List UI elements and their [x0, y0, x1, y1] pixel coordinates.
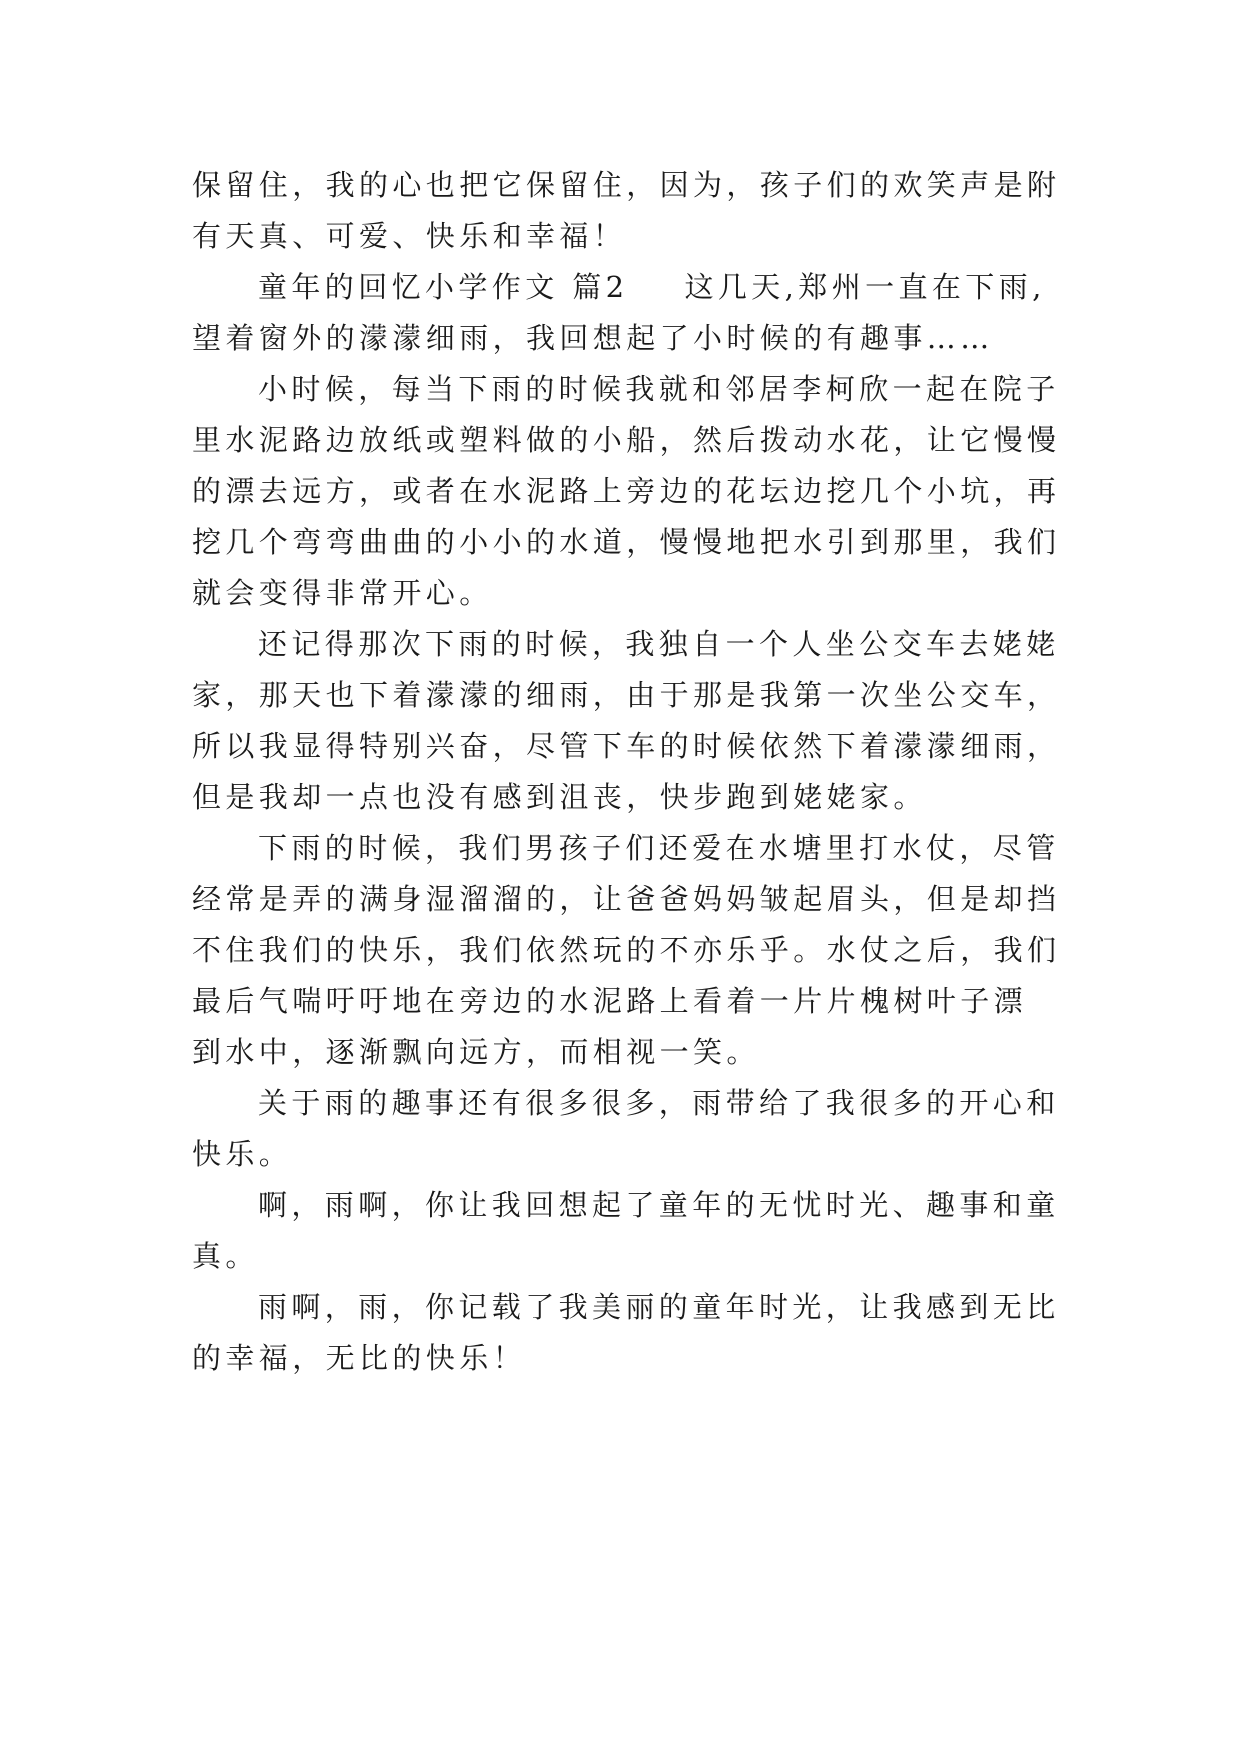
- text-line: 经常是弄的满身湿溜溜的，让爸爸妈妈皱起眉头，但是却挡: [192, 882, 1061, 916]
- paragraph-start-line: 雨啊，雨，你记载了我美丽的童年时光，让我感到无比: [258, 1290, 1060, 1324]
- text-line: 不住我们的快乐，我们依然玩的不亦乐乎。水仗之后，我们: [192, 933, 1061, 967]
- text-line: 望着窗外的濛濛细雨，我回想起了小时候的有趣事……: [192, 321, 994, 355]
- text-line: 里水泥路边放纸或塑料做的小船，然后拨动水花，让它慢慢: [192, 423, 1061, 457]
- text-line: 真。: [192, 1239, 259, 1273]
- text-line: 就会变得非常开心。: [192, 576, 493, 610]
- paragraph-start-line: 还记得那次下雨的时候，我独自一个人坐公交车去姥姥: [258, 627, 1060, 661]
- document-body: [192, 160, 1061, 1384]
- text-line: 到水中，逐渐飘向远方，而相视一笑。: [192, 1035, 760, 1069]
- paragraph-start-line: 关于雨的趣事还有很多很多，雨带给了我很多的开心和: [258, 1086, 1060, 1120]
- text-line: 的幸福，无比的快乐！: [192, 1341, 527, 1375]
- paragraph-start-line: 啊，雨啊，你让我回想起了童年的无忧时光、趣事和童: [258, 1188, 1060, 1222]
- section-heading-line: [192, 262, 1052, 313]
- text-line: 所以我显得特别兴奋，尽管下车的时候依然下着濛濛细雨，: [192, 729, 1061, 763]
- text-line: 但是我却一点也没有感到沮丧，快步跑到姥姥家。: [192, 780, 927, 814]
- text-line: 的漂去远方，或者在水泥路上旁边的花坛边挖几个小坑，再: [192, 474, 1061, 508]
- paragraph-start-line: 小时候，每当下雨的时候我就和邻居李柯欣一起在院子: [258, 372, 1060, 406]
- text-line: 挖几个弯弯曲曲的小小的水道，慢慢地把水引到那里，我们: [192, 525, 1061, 559]
- text-line-continuation: 这几天,郑州一直在下雨,: [684, 270, 1046, 304]
- text-line: 快乐。: [192, 1137, 293, 1171]
- text-line: 家，那天也下着濛濛的细雨，由于那是我第一次坐公交车，: [192, 678, 1061, 712]
- paragraph-start-line: 下雨的时候，我们男孩子们还爱在水塘里打水仗，尽管: [258, 831, 1060, 865]
- text-line: 最后气喘吁吁地在旁边的水泥路上看着一片片槐树叶子漂: [192, 984, 1028, 1018]
- text-line: 保留住，我的心也把它保留住，因为，孩子们的欢笑声是附: [192, 168, 1061, 202]
- text-line: 有天真、可爱、快乐和幸福！: [192, 219, 627, 253]
- section-heading: 童年的回忆小学作文 篇2: [258, 270, 629, 304]
